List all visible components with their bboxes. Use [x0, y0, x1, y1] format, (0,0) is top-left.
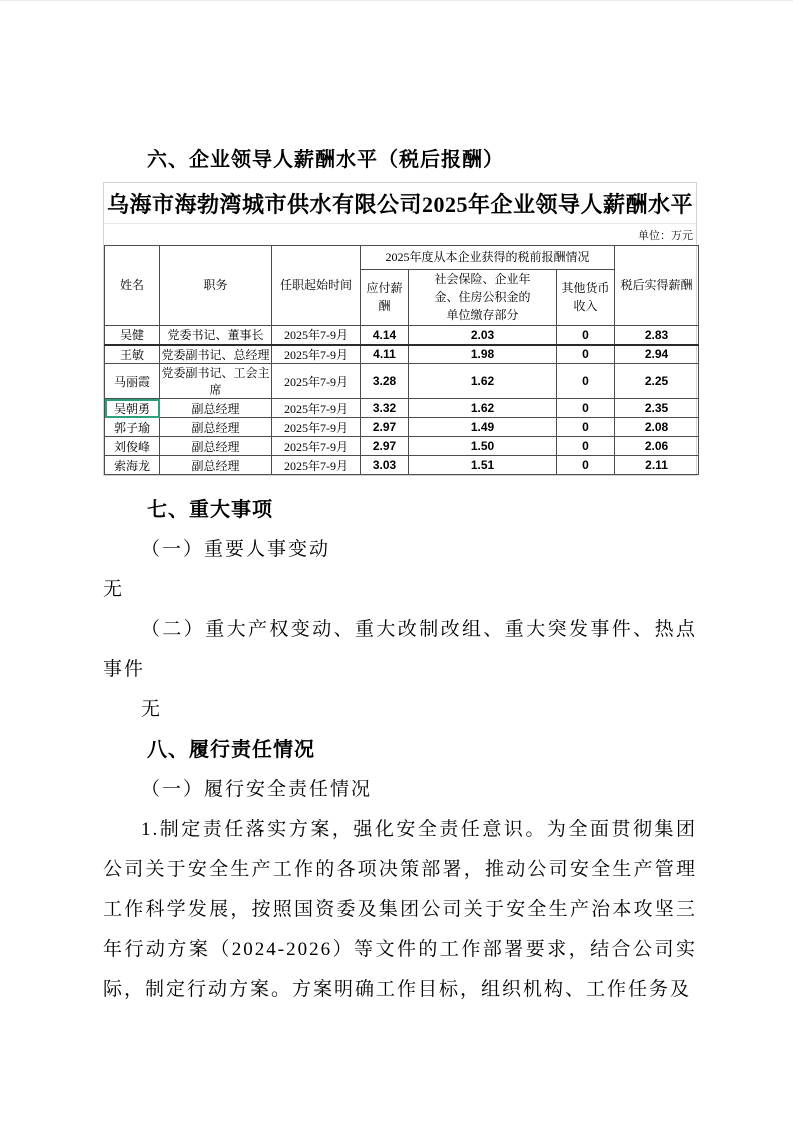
cell-other-income: 0	[557, 345, 615, 364]
cell-after-tax: 2.35	[615, 399, 699, 418]
cell-position: 副总经理	[160, 399, 272, 418]
cell-after-tax: 2.06	[615, 437, 699, 456]
cell-name: 索海龙	[105, 456, 160, 475]
cell-name: 郭子瑜	[105, 418, 160, 437]
cell-position: 党委书记、董事长	[160, 326, 272, 345]
table-row	[105, 456, 699, 475]
salary-table	[104, 245, 699, 475]
cell-start-time: 2025年7-9月	[272, 364, 361, 399]
cell-other-income: 0	[557, 364, 615, 399]
col-header-position: 职务	[160, 246, 272, 326]
cell-after-tax: 2.94	[615, 345, 699, 364]
cell-start-time: 2025年7-9月	[272, 326, 361, 345]
cell-after-tax: 2.08	[615, 418, 699, 437]
cell-name-selected[interactable]: 吴朝勇	[105, 399, 160, 418]
section-7-sub2-body: 无	[141, 699, 163, 720]
section-8-sub1-heading: （一）履行安全责任情况	[141, 779, 373, 800]
cell-social-insurance: 1.62	[409, 399, 557, 418]
cell-position: 副总经理	[160, 437, 272, 456]
table-row	[105, 345, 699, 364]
cell-social-insurance: 1.50	[409, 437, 557, 456]
cell-payable: 4.14	[361, 326, 409, 345]
col-header-start-time: 任职起始时间	[272, 246, 361, 326]
cell-payable: 3.03	[361, 456, 409, 475]
cell-other-income: 0	[557, 418, 615, 437]
cell-name: 刘俊峰	[105, 437, 160, 456]
salary-table-body	[105, 326, 699, 475]
cell-after-tax: 2.11	[615, 456, 699, 475]
cell-start-time: 2025年7-9月	[272, 399, 361, 418]
cell-other-income: 0	[557, 399, 615, 418]
table-row	[105, 399, 699, 418]
section-7-sub1-heading: （一）重要人事变动	[141, 539, 331, 560]
page-content	[103, 147, 697, 1010]
cell-payable: 3.32	[361, 399, 409, 418]
cell-start-time: 2025年7-9月	[272, 418, 361, 437]
cell-social-insurance: 1.49	[409, 418, 557, 437]
section-7-heading: 七、重大事项	[147, 499, 273, 521]
cell-payable: 4.11	[361, 345, 409, 364]
table-row	[105, 326, 699, 345]
cell-other-income: 0	[557, 456, 615, 475]
salary-table-block	[103, 182, 697, 476]
cell-start-time: 2025年7-9月	[272, 456, 361, 475]
col-header-name: 姓名	[105, 246, 160, 326]
cell-start-time: 2025年7-9月	[272, 437, 361, 456]
cell-other-income: 0	[557, 326, 615, 345]
cell-name: 王敏	[105, 345, 160, 364]
unit-note: 单位：万元	[638, 230, 693, 242]
cell-social-insurance: 1.51	[409, 456, 557, 475]
cell-social-insurance: 1.62	[409, 364, 557, 399]
cell-start-time: 2025年7-9月	[272, 345, 361, 364]
cell-name: 马丽霞	[105, 364, 160, 399]
cell-payable: 3.28	[361, 364, 409, 399]
section-8-heading: 八、履行责任情况	[147, 739, 315, 761]
section-7-sub2-heading: （二）重大产权变动、重大改制改组、重大突发事件、热点事件	[103, 619, 697, 680]
col-header-social-insurance-text: 社会保险、企业年金、住房公积金的单位缴存部分	[434, 272, 531, 323]
salary-table-header	[105, 246, 699, 326]
section-7-sub1-body: 无	[103, 579, 125, 600]
cell-social-insurance: 1.98	[409, 345, 557, 364]
section-6-heading: 六、企业领导人薪酬水平（税后报酬）	[147, 149, 504, 171]
cell-after-tax: 2.83	[615, 326, 699, 345]
section-8-paragraph: 1.制定责任落实方案，强化安全责任意识。为全面贯彻集团公司关于安全生产工作的各项决策部署，推动公司安全生产管理工作科学发展，按照国资委及集团公司关于安全生产治本攻坚三年行动方案（2024-2026）等文件的工作部署要求，结合公司实际，制定行动方案。方案明确工作目标，组织机构、工作任务及	[103, 819, 697, 1000]
cell-position: 副总经理	[160, 418, 272, 437]
col-header-payable: 应付薪酬	[361, 270, 409, 326]
cell-social-insurance: 2.03	[409, 326, 557, 345]
cell-name: 吴健	[105, 326, 160, 345]
cell-position: 党委副书记、总经理	[160, 345, 272, 364]
col-header-other-income: 其他货币收入	[557, 270, 615, 326]
table-row	[105, 364, 699, 399]
cell-other-income: 0	[557, 437, 615, 456]
table-row	[105, 418, 699, 437]
cell-payable: 2.97	[361, 437, 409, 456]
salary-table-title: 乌海市海勃湾城市供水有限公司2025年企业领导人薪酬水平	[104, 183, 696, 224]
col-header-pretax-group: 2025年度从本企业获得的税前报酬情况	[361, 246, 615, 270]
col-header-social-insurance	[409, 270, 557, 326]
col-header-after-tax: 税后实得薪酬	[615, 246, 699, 326]
cell-position: 副总经理	[160, 456, 272, 475]
cell-position: 党委副书记、工会主席	[160, 364, 272, 399]
cell-after-tax: 2.25	[615, 364, 699, 399]
cell-payable: 2.97	[361, 418, 409, 437]
table-row	[105, 437, 699, 456]
